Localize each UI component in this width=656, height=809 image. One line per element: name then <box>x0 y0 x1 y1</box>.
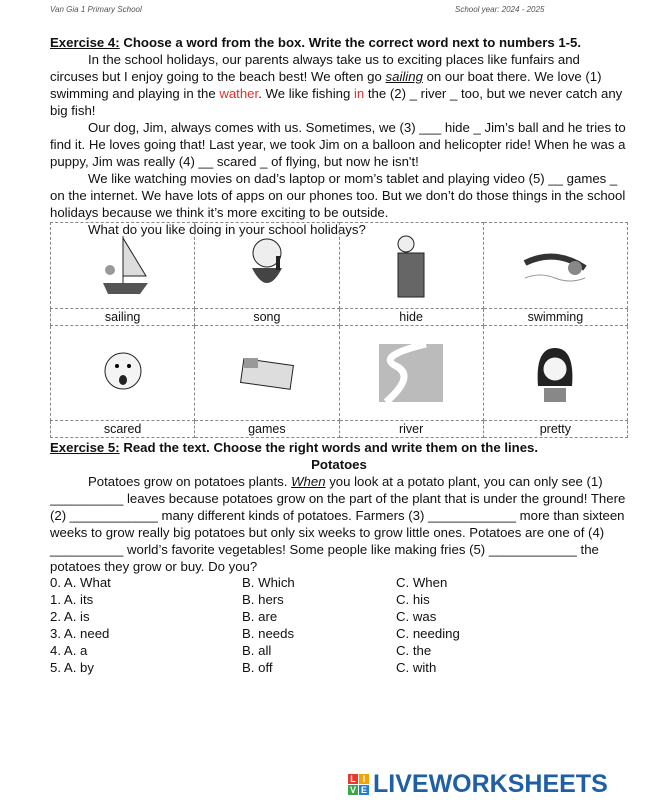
exercise-5-label: Exercise 5: <box>50 440 120 455</box>
word-pretty: pretty <box>483 421 627 438</box>
word-song: song <box>195 309 339 326</box>
scared-picture-icon <box>88 336 158 408</box>
option-4-c: C. the <box>396 643 432 658</box>
school-year: School year: 2024 - 2025 <box>455 5 545 14</box>
option-2-b: B. are <box>242 609 278 624</box>
exercise-4-instruction: Choose a word from the box. Write the correct word next to numbers 1-5. <box>119 35 582 50</box>
option-5-c: C. with <box>396 660 437 675</box>
word-games: games <box>195 421 339 438</box>
passage-text: Potatoes grow on potatoes plants. When you look at a potato plant, you can only see (1) __________ leaves because potatoes grow on the part of the plant that is under the ground! There (2) ____________ many different kinds of potatoes. Farmers (3) ____________ more than sixteen weeks to grow really big potatoes but only six weeks to grow little ones. Potatoes are one of (4) __________ world’s favorite vegetables! Some people like making fries (5) ____________ the potatoes they grow or buy. Do you? <box>50 474 626 574</box>
pretty-picture-icon <box>520 336 590 408</box>
option-3-b: B. needs <box>242 626 295 641</box>
option-0-c: C. When <box>396 575 448 590</box>
live-logo-icon: L I V E <box>349 774 367 795</box>
exercise-5 <box>50 439 628 575</box>
word-scared: scared <box>51 421 195 438</box>
hide-picture-icon <box>376 228 446 300</box>
river-picture-icon <box>376 336 446 408</box>
games-picture-icon <box>232 336 302 408</box>
sailing-picture-icon <box>88 228 158 300</box>
option-5-b: B. off <box>242 660 273 675</box>
option-0-b: B. Which <box>242 575 295 590</box>
option-1-a: 1. A. its <box>50 592 94 607</box>
word-river: river <box>339 421 483 438</box>
word-box <box>50 222 628 438</box>
liveworksheets-logo: L I V E LIVEWORKSHEETS <box>349 770 608 798</box>
word-swimming: swimming <box>483 309 627 326</box>
paragraph-1: In the school holidays, our parents always take us to exciting places like funfairs and circuses but I enjoy going to the beach best! We often go sailing on our boat there. We love (1) swimming and playing in the wather. We like fishing in the (2) _ river _ too, but we never catch any big fish! <box>50 52 623 118</box>
exercise-5-instruction: Read the text. Choose the right words and write them on the lines. <box>119 440 539 455</box>
option-1-b: B. hers <box>242 592 284 607</box>
option-2-a: 2. A. is <box>50 609 90 624</box>
word-hide: hide <box>339 309 483 326</box>
option-1-c: C. his <box>396 592 430 607</box>
option-4-a: 4. A. a <box>50 643 88 658</box>
paragraph-4: What do you like doing in your school holidays? <box>88 222 366 237</box>
paragraph-3: We like watching movies on dad’s laptop or mom’s tablet and playing video (5) __ games _ on the internet. We have lots of apps on our phones too. But we don’t do those things in the school holidays because we think it’s more exciting to be outside. <box>50 171 626 220</box>
option-3-a: 3. A. need <box>50 626 110 641</box>
paragraph-2: Our dog, Jim, always comes with us. Sometimes, we (3) ___ hide _ Jim’s ball and he tries to find it. He loves going that! Last year, we took Jim on a balloon and helicopter ride! When he was a puppy, Jim was really (4) __ scared _ of flying, but now he isn't! <box>50 120 626 169</box>
option-3-c: C. needing <box>396 626 460 641</box>
passage-title: Potatoes <box>311 457 367 472</box>
option-2-c: C. was <box>396 609 437 624</box>
exercise-4-label: Exercise 4: <box>50 35 120 50</box>
exercise-4 <box>50 34 628 238</box>
school-name: Van Gia 1 Primary School <box>50 5 142 14</box>
option-5-a: 5. A. by <box>50 660 94 675</box>
swimming-picture-icon <box>520 228 590 300</box>
option-0-a: 0. A. What <box>50 575 111 590</box>
word-sailing: sailing <box>51 309 195 326</box>
song-picture-icon <box>232 228 302 300</box>
option-4-b: B. all <box>242 643 272 658</box>
